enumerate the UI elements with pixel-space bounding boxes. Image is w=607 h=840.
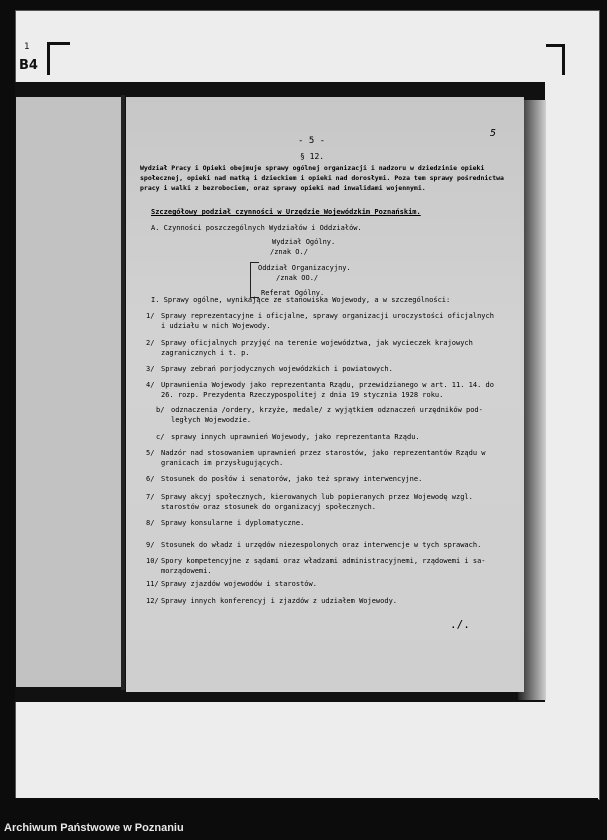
item-text: Sprawy oficjalnych przyjęć na terenie województwa, jak wycieczek krajowych zagranicznych i t. p.	[161, 339, 473, 357]
item-number: 12/	[146, 597, 159, 605]
item-text: Sprawy zjazdów wojewodów i starostów.	[161, 580, 317, 588]
item-number: 8/	[146, 519, 155, 527]
end-mark: ./.	[450, 618, 470, 631]
handwritten-page-mark: 5	[490, 128, 497, 139]
item-text: Sprawy innych konferencyj i zjazdów z udziałem Wojewody.	[161, 597, 398, 605]
item-number: 2/	[146, 339, 155, 347]
item-number: 1/	[146, 312, 155, 320]
item-text: Sprawy reprezentacyjne i oficjalne, sprawy organizacji uroczystości oficjalnych i udziału w nich Wojewody.	[161, 312, 494, 330]
section-number: § 12.	[300, 152, 325, 161]
org-line: Referat Ogólny.	[261, 289, 325, 297]
item-number: 4/	[146, 381, 155, 389]
bottom-strip	[15, 798, 598, 818]
item-number: c/	[156, 433, 165, 441]
list-item	[146, 540, 501, 550]
item-text: Sprawy konsularne i dyplomatyczne.	[161, 519, 305, 527]
list-item	[146, 364, 501, 374]
list-item	[146, 556, 501, 576]
list-item	[156, 432, 501, 442]
item-number: 3/	[146, 365, 155, 373]
list-item	[146, 596, 501, 606]
org-line: Wydział Ogólny.	[272, 238, 336, 246]
page-number: - 5 -	[298, 136, 326, 146]
item-text: Stosunek do posłów i senatorów, jako też sprawy interwencyjne.	[161, 475, 423, 483]
frame-id-label: B4	[19, 58, 38, 73]
archive-watermark: Archiwum Państwowe w Poznaniu	[4, 822, 184, 834]
item-text: Spory kompetencyjne z sądami oraz władzami administracyjnemi, rządowemi i samorządowemi.	[161, 557, 486, 575]
list-item	[146, 448, 501, 468]
list-item	[146, 474, 501, 484]
org-line: /znak OO./	[276, 274, 319, 282]
item-text: Sprawy akcyj społecznych, kierowanych lub popieranych przez Wojewodę wzgl. starostów oraz stosunek do organizacyj społecznych.	[161, 493, 473, 511]
list-item	[146, 518, 501, 528]
section-a-heading: A. Czynności poszczególnych Wydziałów i Oddziałów.	[151, 224, 362, 232]
org-line: /znak O./	[270, 248, 308, 256]
intro-paragraph: Wydział Pracy i Opieki obejmuje sprawy ogólnej organizacji i nadzoru w dziedzinie opieki społecznej, opieki nad matką i dzieckiem i opieki nad dorosłymi. Poza tem sprawy pośrednictwa pracy i walki z bezrobociem, oraz sprawy opieki nad inwalidami wojennymi.	[140, 164, 504, 192]
item-text: odznaczenia /ordery, krzyże, medale/ z wyjątkiem odznaczeń urzędników podległych Wojewodzie.	[171, 406, 483, 424]
item-number: b/	[156, 406, 165, 414]
subheading: Szczegółowy podział czynności w Urzędzie Wojewódzkim Poznańskim.	[151, 208, 421, 216]
left-page	[16, 97, 123, 687]
item-number: 7/	[146, 493, 155, 501]
corner-mark-top-right	[546, 44, 565, 75]
list-item	[146, 311, 501, 331]
item-number: 11/	[146, 580, 159, 588]
item-text: Sprawy zebrań porjodycznych wojewódzkich i powiatowych.	[161, 365, 393, 373]
frame-number: 1	[24, 42, 30, 52]
list-item	[156, 405, 501, 425]
item-number: 9/	[146, 541, 155, 549]
item-number: 6/	[146, 475, 155, 483]
item-text: Nadzór nad stosowaniem uprawnień przez starostów, jako reprezentantów Rządu w granicach im przysługujących.	[161, 449, 486, 467]
list-item	[146, 492, 501, 512]
list-item	[146, 579, 501, 589]
item-text: Stosunek do władz i urzędów niezespolonych oraz interwencje w tych sprawach.	[161, 541, 482, 549]
org-line: Oddział Organizacyjny.	[258, 264, 351, 272]
list-item	[146, 380, 501, 400]
corner-mark-top-left	[47, 42, 70, 75]
item-number: 10/	[146, 557, 159, 565]
roman-heading: I. Sprawy ogólne, wynikające ze stanowiska Wojewody, a w szczególności:	[151, 296, 451, 304]
list-item	[146, 338, 501, 358]
book-spine	[121, 95, 125, 690]
item-text: Uprawnienia Wojewody jako reprezentanta Rządu, przewidzianego w art. 11. 14. do 26. rozp. Prezydenta Rzeczypospolitej z dnia 19 stycznia 1928 roku.	[161, 381, 494, 399]
item-text: sprawy innych uprawnień Wojewody, jako reprezentanta Rządu.	[171, 433, 420, 441]
item-number: 5/	[146, 449, 155, 457]
